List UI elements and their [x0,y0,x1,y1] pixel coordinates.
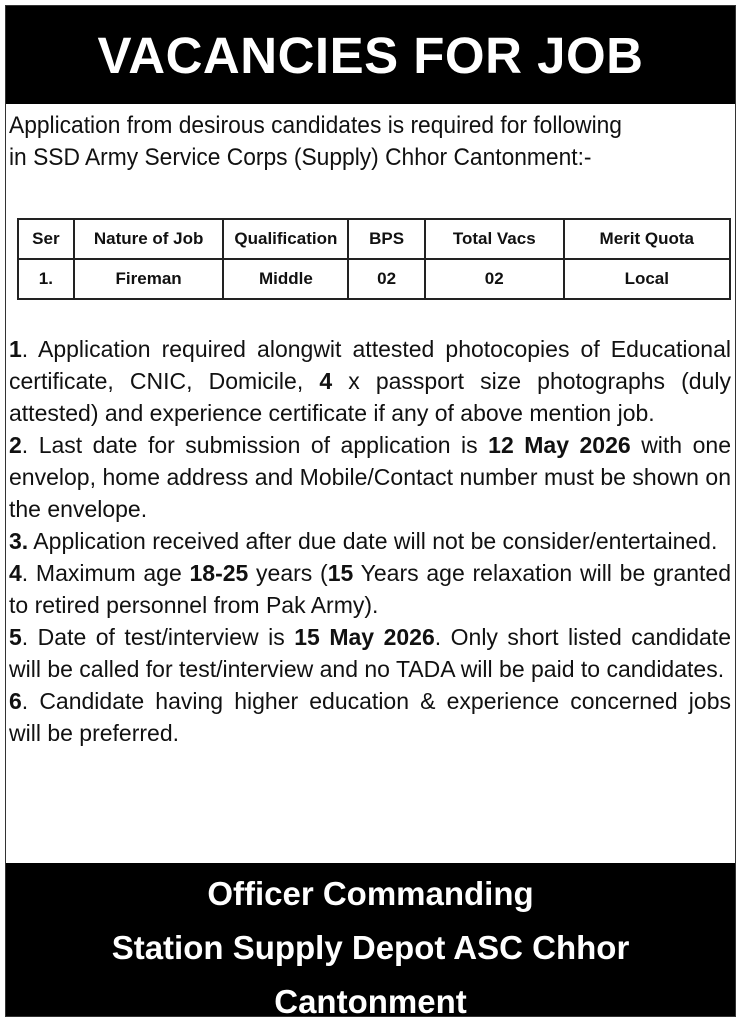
instruction-text: . Date of test/interview is [21,624,295,650]
instruction-number: 6 [9,688,22,714]
instruction-text: . Last date for submission of application is [21,432,489,458]
instruction-item [9,429,731,525]
intro-line-1: Application from desirous candidates is required for following [9,112,622,139]
instructions-list [9,333,731,749]
instruction-text: Years age relaxation will be granted to retired personnel from Pak Army). [9,560,731,618]
instruction-text: . Only short listed candidate will be called for test/interview and no TADA will be paid to candidates. [9,624,731,682]
signatory-location: Cantonment [274,983,467,1020]
vacancy-table [17,218,731,300]
instruction-text: years ( [248,560,328,586]
emphasis-text: 12 May 2026 [488,432,631,458]
cell-merit-quota: Local [564,259,730,299]
table-row [18,259,730,299]
emphasis-text: 15 May 2026 [294,624,435,650]
instruction-text: x passport size photographs (duly attested) and experience certificate if any of above mention job. [9,368,731,426]
col-ser: Ser [18,219,74,259]
emphasis-text: 4 [319,368,333,394]
cell-ser: 1. [18,259,74,299]
instruction-item [9,557,731,621]
col-nature-of-job: Nature of Job [74,219,224,259]
col-qualification: Qualification [223,219,348,259]
intro-text [9,110,734,174]
cell-nature-of-job: Fireman [74,259,224,299]
instruction-text: . Maximum age [21,560,190,586]
page-title: VACANCIES FOR JOB [97,26,644,84]
advertisement-frame [5,5,736,1020]
instruction-text: . Candidate having higher education & experience concerned jobs will be preferred. [9,688,731,746]
emphasis-text: 15 [327,560,354,586]
instruction-item [9,525,731,557]
instruction-number: 2 [9,432,22,458]
cell-qualification: Middle [223,259,348,299]
title-banner [6,6,735,104]
instruction-number: 5 [9,624,22,650]
instruction-text: with one envelop, home address and Mobile/Contact number must be shown on the envelope. [9,432,731,522]
col-merit-quota: Merit Quota [564,219,730,259]
instruction-text: Application received after due date will not be consider/entertained. [28,528,718,554]
instruction-number: 4 [9,560,22,586]
cell-bps: 02 [348,259,425,299]
instruction-item [9,685,731,749]
instruction-number: 1 [9,336,22,362]
table-header-row [18,219,730,259]
instruction-item [9,621,731,685]
signatory-title: Officer Commanding [207,875,534,912]
cell-total-vacs: 02 [425,259,564,299]
instruction-text: . Application required alongwit attested photocopies of Educational certificate, CNIC, Domicile, [9,336,731,394]
signatory-unit: Station Supply Depot ASC Chhor [111,929,630,966]
col-bps: BPS [348,219,425,259]
instruction-number: 3. [9,528,29,554]
intro-line-2: in SSD Army Service Corps (Supply) Chhor Cantonment:- [9,144,592,171]
emphasis-text: 18-25 [189,560,249,586]
col-total-vacs: Total Vacs [425,219,564,259]
instruction-item [9,333,731,429]
signature-block [6,863,735,1020]
